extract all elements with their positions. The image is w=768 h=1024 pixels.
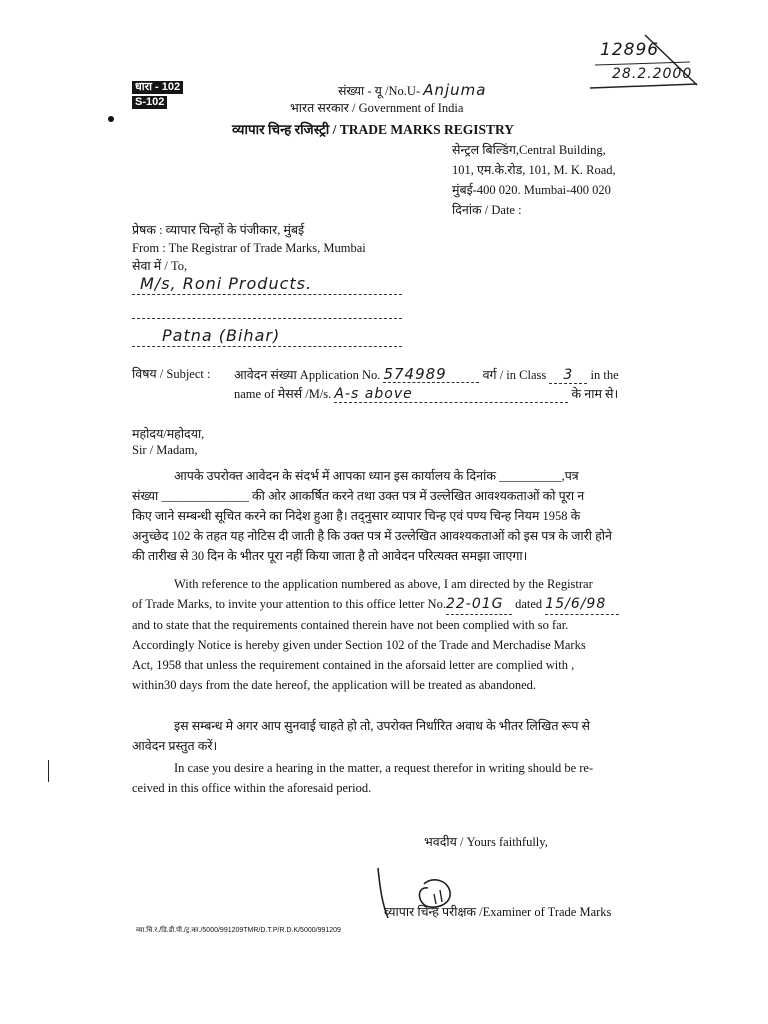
stamp-date: 28.2.2000 — [612, 66, 693, 82]
hindi-para1-line: किए जाने सम्बन्धी सूचित करने का निदेश हुआ है। तद्नुसार व्यापार चिन्ह एवं पण्य चिन्ह नियम 1958 के — [132, 509, 581, 523]
yours-faithfully: भवदीय / Yours faithfully, — [424, 835, 548, 849]
to-rule-1 — [132, 294, 402, 295]
in-the-label: in the — [590, 368, 619, 382]
subject-label: विषय / Subject : — [132, 367, 211, 381]
eng-para1-line: With reference to the application numbered as above, I am directed by the Registrar — [174, 577, 593, 591]
hindi-para1-line: की तारीख से 30 दिन के भीतर पूरा नहीं किया जाता है तो आवेदन परित्यक्त समझा जाएगा। — [132, 549, 528, 563]
from-hindi: प्रेषक : व्यापार चिन्हों के पंजीकार, मुंबई — [132, 223, 305, 237]
eng-para1-line: within30 days from the date hereof, the application will be treated as abandoned. — [132, 678, 537, 692]
letter-number: 22-01G — [446, 594, 512, 615]
hindi-para1-line: आपके उपरोक्त आवेदन के संदर्भ में आपका ध्यान इस कार्यालय के दिनांक __________,पत्र — [174, 469, 579, 483]
footer-code: व्या.चि.र./डि.डी.पी./ट्र.का./5000/991209TMR/D.T.P/R.D.K/5000/991209 — [136, 927, 341, 934]
margin-mark — [48, 760, 49, 782]
govt-line: भारत सरकार / Government of India — [290, 101, 464, 115]
salutation-hindi: महोदय/महोदया, — [132, 427, 205, 441]
eng-para1-line: and to state that the requirements contained therein have not been complied with so far. — [132, 618, 569, 632]
class-label: वर्ग / in Class — [482, 368, 547, 382]
name-label: name of मेसर्स /M/s. — [234, 387, 332, 401]
english-paragraph-2 — [132, 758, 593, 798]
to-address-line-2: Patna (Bihar) — [162, 326, 281, 345]
hindi-paragraph-2 — [132, 716, 590, 756]
subject-name-line — [234, 386, 618, 403]
eng-para2-line: In case you desire a hearing in the matter, a request therefor in writing should be re- — [174, 761, 594, 775]
address-line-3: मुंबई-400 020. Mumbai-400 020 — [452, 183, 611, 197]
number-handwritten: Anjuma — [423, 81, 487, 99]
letter-date: 15/6/98 — [545, 594, 619, 615]
date-label: दिनांक / Date : — [452, 203, 522, 217]
to-rule-2 — [132, 318, 402, 319]
eng-para2-line: ceived in this office within the aforesaid period. — [132, 781, 372, 795]
section-badge: S-102 — [132, 96, 167, 109]
application-number: 574989 — [383, 366, 479, 383]
name-suffix: के नाम से। — [571, 387, 619, 401]
hindi-para1-line: अनुच्छेद 102 के तहत यह नोटिस दी जाती है कि उक्त पत्र में उल्लेखित आवश्यकताओं को इस पत्र के जारी होने — [132, 529, 612, 543]
hindi-paragraph-1 — [132, 466, 612, 566]
class-number: 3 — [549, 367, 587, 384]
to-label: सेवा में / To, — [132, 259, 188, 273]
eng-para1-text: of Trade Marks, to invite your attention to this office letter No. — [132, 597, 446, 611]
from-english: From : The Registrar of Trade Marks, Mumbai — [132, 241, 366, 255]
eng-para1-line: Act, 1958 that unless the requirement contained in the aforsaid letter are complied with , — [132, 658, 575, 672]
number-label: संख्या - यू /No.U- — [338, 84, 421, 98]
section-badge-hindi: धारा - 102 — [132, 81, 183, 94]
stamp-number: 12896 — [600, 40, 660, 60]
eng-para1-line-letter — [132, 594, 619, 615]
to-address-line-1: M/s, Roni Products. — [140, 274, 313, 293]
application-label: आवेदन संख्या Application No. — [234, 368, 381, 382]
dated-label: dated — [515, 597, 543, 611]
stamp-strike-lines — [585, 30, 705, 100]
hindi-para2-line: इस सम्बन्ध मे अगर आप सुनवाई चाहते हो तो, उपरोक्त निर्धारित अवाध के भीतर लिखित रूप से — [174, 719, 591, 733]
to-rule-3 — [132, 346, 402, 347]
hindi-para1-line: संख्या ______________ की ओर आकर्षित करने तथा उक्त पत्र में उल्लेखित आवश्यकताओं को पूरा न — [132, 489, 585, 503]
address-line-2: 101, एम.के.रोड, 101, M. K. Road, — [452, 163, 616, 177]
examiner-title: व्यापार चिन्ह परीक्षक /Examiner of Trade Marks — [384, 905, 612, 919]
english-paragraph-1 — [132, 574, 619, 695]
registry-title: व्यापार चिन्ह रजिस्ट्री / TRADE MARKS REGISTRY — [232, 122, 515, 137]
punch-hole-mark — [108, 116, 114, 122]
eng-para1-line: Accordingly Notice is hereby given under Section 102 of the Trade and Merchadise Marks — [132, 638, 586, 652]
hindi-para2-line: आवेदन प्रस्तुत करें। — [132, 739, 218, 753]
salutation-english: Sir / Madam, — [132, 443, 198, 457]
number-line — [338, 82, 486, 99]
name-handwritten: A-s above — [334, 386, 568, 403]
address-line-1: सेन्ट्रल बिल्डिंग,Central Building, — [452, 143, 606, 157]
subject-application-line — [234, 366, 619, 384]
